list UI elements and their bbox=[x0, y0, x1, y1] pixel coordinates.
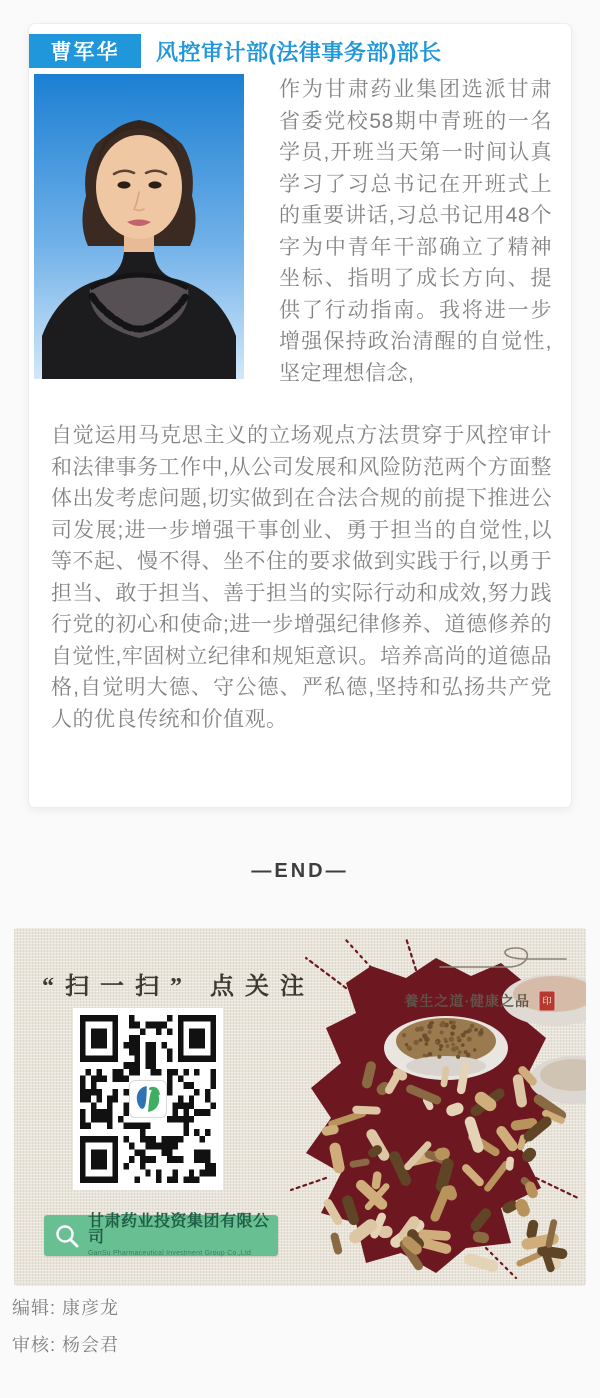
end-marker: —END— bbox=[251, 860, 349, 882]
profile-header bbox=[29, 34, 442, 68]
red-seal-stamp: 印 bbox=[538, 990, 556, 1012]
herbal-medicine-art bbox=[286, 928, 586, 1286]
company-text bbox=[88, 1214, 278, 1257]
article-card bbox=[28, 23, 572, 808]
company-search-bar[interactable] bbox=[44, 1215, 278, 1256]
slogan-text: 養生之道·健康之品 bbox=[404, 995, 530, 1010]
company-name: 甘肃药业投资集团有限公司 bbox=[88, 1213, 270, 1246]
author-title: 风控审计部(法律事务部)部长 bbox=[156, 39, 442, 65]
company-name-en: GanSu Pharmaceutical Investment Group Co.,Ltd bbox=[88, 1250, 252, 1257]
magnifier-icon bbox=[54, 1223, 80, 1249]
slogan-row bbox=[404, 990, 556, 1012]
author-name: 曹军华 bbox=[50, 41, 120, 64]
reviewer-line bbox=[12, 1331, 119, 1357]
scan-to-follow-text: “扫一扫” 点关注 bbox=[42, 974, 315, 1000]
footer-follow-banner[interactable] bbox=[14, 928, 586, 1286]
reviewer-name: 杨会君 bbox=[62, 1335, 120, 1355]
cloud-line-decoration bbox=[438, 940, 568, 974]
qr-code[interactable] bbox=[73, 1008, 223, 1190]
qr-center-logo bbox=[129, 1080, 167, 1118]
body-paragraph: 自觉运用马克思主义的立场观点方法贯穿于风控审计和法律事务工作中,从公司发展和风险防范两个方面整体出发考虑问题,切实做到在合法合规的前提下推进公司发展;进一步增强干事创业、勇于担当的自觉性,以等不起、慢不得、坐不住的要求做到实践于行,以勇于担当、敢于担当、善于担当的实际行动和成效,努力践行党的初心和使命;进一步增强纪律修养、道德修养的自觉性,牢固树立纪律和规矩意识。培养高尚的道德品格,自觉明大德、守公德、严私德,坚持和弘扬共产党人的优良传统和价值观。 bbox=[51, 424, 552, 731]
editor-line bbox=[12, 1294, 119, 1320]
intro-paragraph: 作为甘肃药业集团选派甘肃省委党校58期中青班的一名学员,开班当天第一时间认真学习了习总书记在开班式上的重要讲话,习总书记用48个字为中青年干部确立了精神坐标、指明了成长方向、提供了行动指南。我将进一步增强保持政治清醒的自觉性,坚定理想信念, bbox=[279, 78, 552, 385]
author-name-badge bbox=[29, 34, 141, 68]
editor-name: 康彦龙 bbox=[62, 1298, 120, 1318]
reviewer-label: 审核: bbox=[12, 1335, 57, 1355]
portrait-photo[interactable] bbox=[34, 74, 244, 379]
editor-label: 编辑: bbox=[12, 1298, 57, 1318]
